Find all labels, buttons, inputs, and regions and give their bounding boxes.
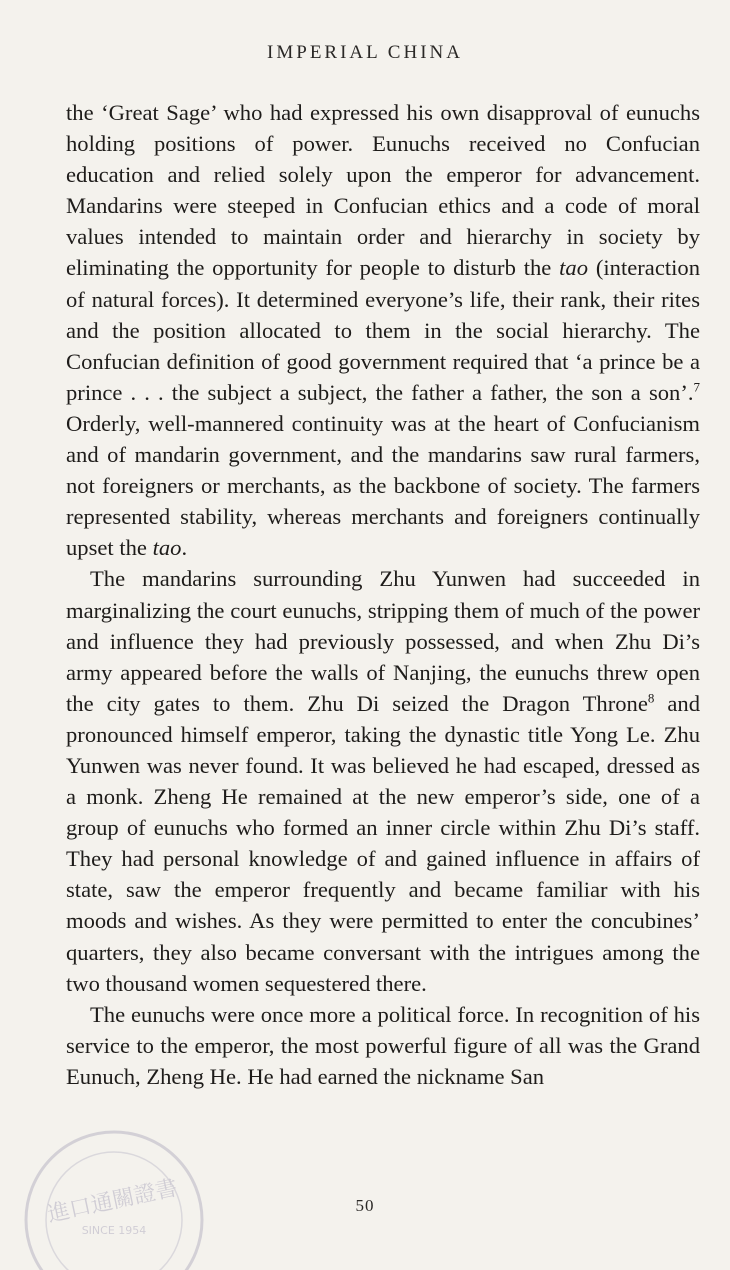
footnote-ref: 7 xyxy=(693,379,700,395)
text-segment: the ‘Great Sage’ who had expressed his own disapproval of eunuchs holding positions of power. Eunuchs received no Confucian education and relied solely upon the emperor for advancement. Mandarins were steeped in Confucian ethics and a code of moral values intended to maintain order and hierarchy in society by eliminating the opportunity for people to disturb the xyxy=(66,100,700,281)
text-segment: (interaction of natural forces). It determined everyone’s life, their rank, their rites and the position allocated to them in the social hierarchy. The Confucian definition of good government required that ‘a prince be a prince . . . the subject a subject, the father a father, the son a son’. xyxy=(66,255,701,405)
page-body xyxy=(66,97,700,1092)
text-segment: The eunuchs were once more a political force. In recognition of his service to the emperor, the most powerful figure of all was the Grand Eunuch, Zheng He. He had earned the nickname San xyxy=(66,1001,700,1089)
import-seal-watermark xyxy=(14,1110,214,1270)
footnote-ref: 8 xyxy=(647,690,655,706)
watermark-text: 進口通關證書 xyxy=(45,1175,180,1228)
paragraph xyxy=(66,563,700,998)
text-segment: Orderly, well-mannered continuity was at the heart of Confucianism and of mandarin government, and the mandarins saw rural farmers, not foreigners or merchants, as the backbone of society. The farmers represented stability, whereas merchants and foreigners continually upset the xyxy=(66,410,700,561)
page-number: 50 xyxy=(355,1196,375,1215)
text-segment: and pronounced himself emperor, taking the dynastic title Yong Le. Zhu Yunwen was never found. It was believed he had escaped, dressed as a monk. Zheng He remained at the new emperor’s side, one of a group of eunuchs who formed an inner circle within Zhu Di’s staff. They had personal knowledge of and gained influence in affairs of state, saw the emperor frequently and became familiar with his moods and wishes. As they were permitted to enter the concubines’ quarters, they also became conversant with the intrigues among the two thousand women sequestered there. xyxy=(66,690,700,996)
paragraph xyxy=(66,97,700,563)
watermark-year: SINCE 1954 xyxy=(81,1224,147,1237)
text-segment: The mandarins surrounding Zhu Yunwen had succeeded in marginalizing the court eunuchs, stripping them of much of the power and influence they had previously possessed, and when Zhu Di’s army appeared before the walls of Nanjing, the eunuchs threw open the city gates to them. Zhu Di seized the Dragon Throne xyxy=(66,566,700,716)
paragraph xyxy=(66,999,700,1092)
running-head: IMPERIAL CHINA xyxy=(267,42,463,63)
italic-term: tao xyxy=(559,255,589,281)
italic-term: tao xyxy=(152,535,182,561)
text-segment: . xyxy=(181,535,188,561)
